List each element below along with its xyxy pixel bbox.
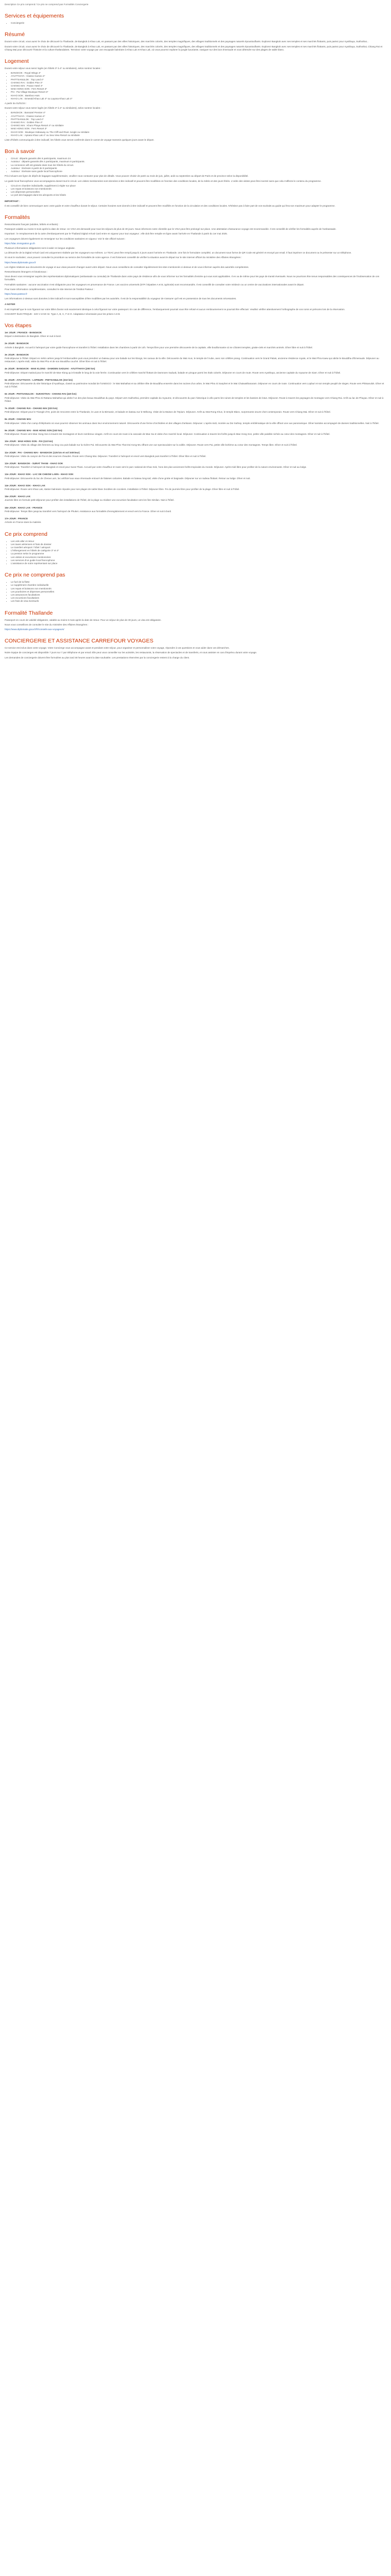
conciergerie-text: Ce service est inclus dans votre voyage. Votre Concierge vous accompagne avant et pendant votre séjour, pour organiser et personnaliser votre voyage, répondre à vos questions et vous aider dans vos démarches.	[5, 647, 230, 650]
logement-text: Durant votre séjour vous serez logés (en hôtels 3* à 4* ou similaires), selon sontrez locales :	[5, 107, 102, 110]
itinerary-day-text: Arrivée en France dans la matinée.	[5, 521, 42, 524]
pasteur-link[interactable]: https://www.pasteur.fr	[5, 292, 27, 295]
itinerary-day-text: Départ à destination de Bangkok. Dîner et nuit à bord.	[5, 335, 61, 338]
bon-list	[5, 157, 386, 173]
list-item: • Les services d'un guide local francophone	[11, 559, 386, 562]
note-heading: A NOTER	[5, 303, 15, 306]
bon-item: • La connexion wifi est gratuite dans tous les hôtels du circuit.	[11, 164, 386, 167]
bon-item: • Autotour : itinéraire à partir de 8 participants	[11, 167, 386, 170]
formalites-text: Formalités sanitaires : aucune vaccination n'est obligatoire pour les voyageurs en provenance de France. Les vaccins universels (DTP, hépatites A et B, typhoïde) sont recommandés. Il est conseillé de consulter votre médecin ou un centre de vaccinations internationales avant le départ.	[5, 283, 304, 286]
hotel-item: • KHAO LAK : Emerald Khao Lak 4* ou Layana Khao Lak 4*	[11, 97, 386, 100]
resume-paragraph: Durant votre circuit, vous aurez le choix de découvrir la Thaïlande, de Bangkok à Khao Lak, en passant par des villes historiques, des marchés colorés, des temples magnifiques, des villages traditionnels et des paysages naturels époustouflants. Explorez Bangkok avec ses temples et ses marchés flottants, puis partez pour Ayutthaya, Sukhothai, Chiang Rai et Chiang Mai pour découvrir l'histoire et la culture thaïlandaises. Terminez votre voyage par une escapade balnéaire à Khao Lak et Khao Lak, où vous pourrez explorer la jungle luxuriante, naviguer sur des lacs émeraude et vous détendre sur des plages de sable blanc.	[5, 45, 383, 51]
hotel-item: • CHIANG MAI : Khum Phaya Resort 4* ou similaire	[11, 124, 386, 127]
itinerary-day	[5, 451, 386, 458]
itinerary-day	[5, 473, 386, 480]
hotel-item: • KHAO LAK : Apsara Khao Lak 4* ou Sea View Resort ou similaire	[11, 134, 386, 137]
formalites-text: Important : le remplacement de la carte d'embarquement par le Thailand Digital Arrival Card entre en vigueur pour tout voyageur ; elle doit être remplie en ligne avant l'arrivée en Thaïlande à partir du 1er mai 2025.	[5, 232, 228, 235]
formalite-text: Passeport en cours de validité obligatoire, valable au moins 6 mois après la date de retour. Pour un séjour de plus de 30 jours, un visa est obligatoire.	[5, 618, 161, 621]
hotel-item: • CHIANG RAI : Golden Pine 4*	[11, 81, 386, 84]
bon-item: • Circuit en chambre individuelle, supplément à régler sur place	[11, 184, 386, 188]
conciergerie-text: Les demandes de conciergerie doivent être formulées au plus tard 48 heures avant la date souhaitée. Les prestations réservées par la conciergerie restent à la charge du client.	[5, 656, 190, 659]
itinerary-day-text: Petit-déjeuner. Découverte du site historique d'Ayutthaya, classé au patrimoine mondial de l'UNESCO : le Wat Mahathat et sa célèbre tête de Bouddha enserrée dans les racines d'un arbre, le Wat Phra Si Sanphet et le Wat Chaiwatthanaram. Déjeuner en cours de route. Continuation vers Lopburi et son temple peuplé de singes. Route vers Phitsanulok. Dîner et nuit à l'hôtel.	[5, 382, 384, 388]
formalites-text: Ressortissants français (adultes, bébés et enfants) :	[5, 223, 59, 226]
itinerary-day-title: 14e JOUR : KHAO SOK - KHAO LAK	[5, 484, 45, 487]
itinerary-day-text: Petit-déjeuner. Visite du Wat Phra Si Rattana Mahathat qui abrite l'un des plus beaux Bouddhas du pays. Départ vers Sukhothai, première capitale du royaume, et découverte du parc historique à vélo parmi les ruines de temples et les bassins de lotus. Déjeuner. Route à travers les paysages de montagne vers Chiang Rai. Arrêt au lac de Phayao. Dîner et nuit à l'hôtel.	[5, 396, 384, 402]
formalites-text: La démarche de la Digital Arrival Card est uniquement réalisée par les voyageurs eux-mêmes. Le TDAC peut être rempli jusqu'à 3 jours avant l'arrivée en Thaïlande. Une fois le formulaire complété, un document sous forme de QR Code est généré et envoyé par email. Il faut imprimer ce document ou le présenter sur un téléphone.	[5, 251, 352, 255]
formalite-thailande-title: Formalité Thaïlande	[5, 609, 53, 616]
logement-date: A partir du 01/01/24 :	[5, 102, 27, 105]
itinerary-day	[5, 393, 386, 403]
list-item: • Les pourboires et dépenses personnelles	[11, 590, 386, 594]
itinerary-day-text: Arrivée à Bangkok. Accueil à l'aéroport par votre guide francophone et transfert à l'hôtel. Installation dans les chambres à partir de 14h. Temps libre pour une première découverte de la capitale, ville bouillonnante où se côtoient temples, gratte-ciels et marchés animés. Dîner libre et nuit à l'hôtel.	[5, 346, 313, 349]
itinerary-day-title: 6e JOUR : PHITSANULOK - SUKHOTHAI - CHIANG RAI (420 km)	[5, 393, 77, 396]
itinerary-day-text: Petit-déjeuner. Transfert à l'aéroport de Bangkok et envol pour Surat Thani. Accueil par votre chauffeur et route vers le parc national de Khao Sok, l'une des plus anciennes forêts tropicales du monde. Déjeuner. Après-midi libre pour profiter de la nature environnante. Dîner et nuit au lodge.	[5, 466, 307, 469]
tdac-link[interactable]: https://tdac.immigration.go.th	[5, 242, 35, 245]
comprend-title: Ce prix comprend	[5, 531, 47, 537]
hotel-item: • CHIANG RAI : Golden Pine 4*	[11, 121, 386, 124]
formalite-text: Nous vous conseillons de consulter le site du ministère des Affaires étrangères :	[5, 623, 89, 626]
list-item: • Les assurances facultatives	[11, 594, 386, 597]
list-item: • Les visites et excursions mentionnées	[11, 556, 386, 559]
note-text: Il est impératif que le nom figurant sur votre billet d'avion soit exactement identique à celui figurant sur votre passeport. En cas de différence, l'embarquement pourrait vous être refusé et aucun remboursement ne pourrait être effectué. Veuillez vérifier attentivement l'orthographe de vos noms et prénoms lors de la réservation.	[5, 308, 345, 311]
itinerary-day-title: 2e JOUR : BANGKOK	[5, 342, 29, 345]
logement-text: Durant votre séjour vous serez logés (en hôtels 3* à 4* ou similaires), selon sontrez locales :	[5, 67, 102, 70]
bon-item: • Circuit : départs garantis dès 6 participants, maximum 24.	[11, 157, 386, 160]
conciergerie-title: CONCIERGERIE ET ASSISTANCE CARREFOUR VOYAGES	[5, 638, 154, 645]
etapes-title: Vos étapes	[5, 322, 31, 329]
ne-comprend-title: Ce prix ne comprend pas	[5, 572, 66, 579]
list-item: • La pension selon le programme	[11, 552, 386, 555]
comprend-list	[5, 540, 386, 566]
hotel-item: • AYUTTHAYA : Classic Kameo 4*	[11, 75, 386, 78]
itinerary-list	[5, 331, 386, 524]
itinerary-day-text: Petit-déjeuner. Visite d'un camp d'éléphants où vous pourrez observer les animaux dans leur environnement naturel. Découverte d'une ferme d'orchidées et des villages d'artisans. Déjeuner. L'après-midi, montée au Doi Suthep, temple emblématique de la ville offrant une vue panoramique. Dîner kantoke accompagné de danses traditionnelles. Nuit à l'hôtel.	[5, 421, 379, 425]
list-item: • Les frais de visa éventuels	[11, 600, 386, 603]
list-item: • Le fuel de la flotte	[11, 581, 386, 584]
itinerary-day-title: 12e JOUR : BANGKOK - SURAT THANI - KHAO SOK	[5, 462, 63, 465]
itinerary-day-title: 4e JOUR : BANGKOK - MAE KLONG - DAMOEN SADUAK - AYUTTHAYA (200 km)	[5, 367, 95, 370]
important-text: Il est conseillé de bien communiquer avec votre guide et votre chauffeur durant le séjour. Certains horaires sont donnés à titre indicatif et peuvent être modifiés en fonction de la circulation et des conditions locales. N'hésitez pas à faire part de vos souhaits au guide qui fera son maximum pour adapter le programme.	[5, 204, 335, 207]
itinerary-day-text: Petit-déjeuner. Découverte du lac de Cheow Larn, lac artificiel aux eaux émeraude entouré de falaises calcaires. Balade en bateau long-tail, visite d'une grotte et baignade. Déjeuner sur un radeau flottant. Retour au lodge. Dîner et nuit.	[5, 477, 251, 480]
bon-item: • Les repas et boissons non mentionnés	[11, 188, 386, 191]
conciergerie-text: Notre équipe de concierges est disponible 7 jours sur 7 par téléphone et par email. Elle peut vous conseiller sur les activités, les restaurants, la réservation de spectacles et de transferts, et vous assister en cas d'imprévu durant votre voyage.	[5, 651, 257, 654]
hotel-item: • KHAO SOK : Boutique Hideaway ou The Cliff and River Jungle ou similaire	[11, 131, 386, 134]
itinerary-day	[5, 407, 386, 414]
itinerary-day-title: 15e JOUR : KHAO LAK	[5, 495, 31, 498]
formalites-title: Formalités	[5, 214, 30, 221]
hotel-item: • PHITTSANULOK : Top Land 4*	[11, 118, 386, 121]
itinerary-day-text: Petit-déjeuner. Route vers Khao Lak, station balnéaire réputée pour ses plages de sable blanc bordées de cocotiers. Installation à l'hôtel. Déjeuner libre. Fin de journée libre pour profiter de la plage. Dîner libre et nuit à l'hôtel.	[5, 488, 240, 491]
itinerary-day	[5, 379, 386, 389]
itinerary-day-title: 11e JOUR : PAI - CHIANG MAI - BANGKOK (135 km et vol intérieur)	[5, 451, 80, 454]
itinerary-day	[5, 353, 386, 364]
itinerary-day	[5, 506, 386, 513]
list-item: • L'assistance de notre représentant sur place	[11, 562, 386, 565]
itinerary-day-title: 13e JOUR : KHAO SOK - LAC DE CHEOW LARN - KHAO SOK	[5, 473, 74, 476]
formalites-text: Passeport valable au moins 6 mois après la date de retour. Un VISA est demandé pour tous les séjours de plus de 30 jours. Nous informons notre clientèle que le VISA peut être prolongé sur place. Une attestation d'assurance voyage est recommandée. Il est conseillé de vérifier les formalités auprès de l'ambassade.	[5, 228, 336, 231]
bon-a-savoir-title: Bon à savoir	[5, 148, 35, 155]
hotel-item: • PHITTSANULOK : Top Land 4*	[11, 78, 386, 81]
itinerary-day-text: Journée libre en formule petit-déjeuner pour profiter des installations de l'hôtel, de la plage ou réaliser une excursion facultative vers les îles Similan. Nuit à l'hôtel.	[5, 499, 174, 502]
hotel-item: • MAE HONG SON : Fern Resort 3*	[11, 127, 386, 130]
resume-title: Résumé	[5, 31, 25, 38]
bon-list	[5, 184, 386, 197]
important-heading: IMPORTANT :	[5, 199, 20, 202]
list-item: • Le transfert aéroport / hôtel / aéroport	[11, 546, 386, 549]
itinerary-day-title: 8e JOUR : CHIANG MAI	[5, 418, 31, 421]
itinerary-day-title: 10e JOUR : MAE HONG SON - PAI (110 km)	[5, 440, 53, 443]
services-title: Services et équipements	[5, 13, 64, 20]
itinerary-day-text: Petit-déjeuner. Visite du canyon de Pai et des sources chaudes. Route vers Chiang Mai. Déjeuner. Transfert à l'aéroport et envol vers Bangkok puis transfert à l'hôtel. Dîner libre et nuit à l'hôtel.	[5, 454, 206, 457]
itinerary-day-title: 3e JOUR : BANGKOK	[5, 353, 29, 356]
itinerary-day-title: 7e JOUR : CHIANG RAI - CHIANG MAI (220 km)	[5, 407, 58, 410]
hotel-item: • PAI : Pai Village Boutique Resort 3*	[11, 91, 386, 94]
list-item: • L'hébergement en hôtels de catégorie 3* et 4*	[11, 549, 386, 552]
diplomatie-link[interactable]: https://www.diplomatie.gouv.fr	[5, 261, 36, 264]
hotel-item: • CHIANG MAI : Pavan Hotel 4*	[11, 84, 386, 88]
formalites-text: Les informations ci-dessus sont données à titre indicatif et sont susceptibles d'être modifiées par les autorités. Il est de la responsabilité du voyageur de s'assurer qu'il est en possession de tous les documents nécessaires.	[5, 297, 237, 300]
list-item: • Les taxes aériennes et frais de dossier	[11, 543, 386, 546]
itinerary-day	[5, 484, 386, 491]
formalites-text: Vous devez vous renseigner auprès des représentations diplomatiques (ambassade ou consulat) de Thaïlande dans votre pays de résidence afin de vous informer sur les formalités d'entrée qui vous sont applicables. Il en va de même pour les pays de transit éventuels. Nous ne pourrions être tenus responsables des conséquences de l'inobservation de ces formalités.	[5, 275, 380, 281]
itinerary-day-text: Petit-déjeuner à l'hôtel. Départ en métro aérien jusqu'à l'embarcadère puis vous prendrez un bateau pour une balade sur les klongs, les canaux de la ville. Découverte du Wat Arun, le temple de l'Aube, avec son célèbre prang. Continuation vers le Grand Palais, ancienne résidence royale, et le Wat Phra Kaew qui abrite le Bouddha d'Émeraude. Déjeuner au restaurant. L'après-midi, visite du Wat Pho et de son Bouddha couché. Dîner libre et nuit à l'hôtel.	[5, 357, 379, 363]
conseils-link[interactable]: https://www.diplomatie.gouv.fr/fr/conseils-aux-voyageurs/	[5, 628, 64, 631]
itinerary-day-text: Petit-déjeuner. Route vers Mae Hong Son à travers les montagnes et leurs nombreux virages. Arrêt en cours de route à la cascade de Mae Sa et visite d'un marché local. Déjeuner. Continuation à travers les forêts jusqu'à Mae Hong Son, petite ville paisible nichée au cœur des montagnes. Dîner et nuit à l'hôtel.	[5, 433, 330, 436]
itinerary-day-text: Petit-déjeuner. Temps libre jusqu'au transfert vers l'aéroport de Phuket. Assistance aux formalités d'enregistrement et envol vers la France. Dîner et nuit à bord.	[5, 510, 172, 513]
itinerary-day	[5, 440, 386, 447]
breadcrumb-tabs: Description Ce prix comprend / Ce prix ne comprend pas Formalités Conciergerie	[5, 3, 89, 6]
formalites-text: Plusieurs informations obligatoires sont à saisir en langue anglaise.	[5, 246, 75, 249]
product-page	[0, 0, 391, 666]
itinerary-day-text: Petit-déjeuner. Départ matinal pour le marché de Mae Klong qui s'installe le long de la voie ferrée. Continuation vers le célèbre marché flottant de Damnoen Saduak, balade en pirogue parmi les étals colorés. Déjeuner en cours de route. Route vers Ayutthaya, ancienne capitale du royaume de Siam. Dîner et nuit à l'hôtel.	[5, 371, 341, 374]
bon-text: Prix incluant une ligne de dépôt de bagages supplémentaire, veuillez nous contacter pour plus de détails. Vous pouvez choisir de partir au mois de juin, juillet, août ou septembre au départ de Paris et de province selon la disponibilité.	[5, 175, 249, 178]
itinerary-day	[5, 367, 386, 374]
logement-note: Liste d'hôtels communiquée à titre indicatif, les hôtels vous seront confirmés dans le carnet de voyage transmis quelques jours avant le départ.	[5, 139, 154, 142]
formalites-text: Ressortissants étrangers et binationaux :	[5, 270, 48, 273]
bon-item: • Autotour : itinéraire sans guide local francophone	[11, 170, 386, 173]
itinerary-day-title: 1er JOUR : FRANCE - BANGKOK	[5, 331, 42, 334]
itinerary-day-title: 5e JOUR : AYUTTHAYA - LOPBURI - PHITSANULOK (310 km)	[5, 378, 73, 381]
hotel-item: • BANGKOK : Royal Wings 4*	[11, 72, 386, 75]
resume-paragraph: Durant votre circuit, vous aurez le choix de découvrir la Thaïlande, de Bangkok à Khao Lak, en passant par des villes historiques, des marchés colorés, des temples magnifiques, des villages traditionnels et des paysages naturels époustouflants. Explorez Bangkok avec ses temples et ses marchés flottants, puis partez pour Ayutthaya, Sukhothai...	[5, 40, 369, 43]
bon-item: • Le port des bagages dans les aéroports et les hôtels	[11, 194, 386, 197]
list-item: • Les excursions facultatives	[11, 597, 386, 600]
service-item: • Conciergerie	[11, 22, 386, 25]
itinerary-day	[5, 418, 386, 425]
list-item: • Le supplément chambre individuelle	[11, 584, 386, 587]
itinerary-day	[5, 495, 386, 502]
formalites-text: Les voyageurs doivent également se renseigner sur les conditions sanitaires en vigueur. Voir le site officiel suivant :	[5, 237, 126, 240]
bon-item: • Les dépenses personnelles	[11, 191, 386, 194]
itinerary-day	[5, 462, 386, 469]
ne-comprend-list	[5, 581, 386, 603]
itinerary-day	[5, 342, 386, 349]
bon-item: • Autotour : départs garantis dès 4 participants, maximum 8 participants.	[11, 160, 386, 163]
bon-text: Le guide local francophone vous accompagnera durant tout le circuit. Les visites mentionnées sont données à titre indicatif et peuvent être modifiées en fonction des conditions locales, de la météo et des jours fériés. L'ordre des visites peut être inversé sans que cela n'affecte le contenu du programme.	[5, 179, 322, 182]
itinerary-day	[5, 331, 386, 338]
itinerary-day-title: 9e JOUR : CHIANG MAI - MAE HONG SON (240 km)	[5, 429, 62, 432]
hotel-list	[5, 72, 386, 100]
itinerary-day-title: 17e JOUR : FRANCE	[5, 517, 28, 520]
itinerary-day	[5, 429, 386, 436]
list-item: • Les repas et boissons non mentionnés	[11, 587, 386, 590]
services-list	[5, 22, 386, 25]
hotel-list	[5, 111, 386, 137]
hotel-item: • MAE HONG SON : Fern Resort 3*	[11, 88, 386, 91]
hotel-item: • BANGKOK : Bossotel Premier 4*	[11, 111, 386, 114]
list-item: • Les vols aller et retour	[11, 540, 386, 543]
itinerary-day	[5, 517, 386, 524]
itinerary-day-title: 16e JOUR : KHAO LAK - FRANCE	[5, 506, 43, 509]
itinerary-day-text: Petit-déjeuner. Départ pour le Triangle d'Or, point de rencontre entre la Thaïlande, le Laos et la Birmanie, et balade en bateau sur le Mékong. Visite de la Maison de l'Opium. Déjeuner. Arrêt au Wat Rong Khun, le temple Blanc, surprenante œuvre d'art contemporain. Route vers Chiang Mai. Dîner et nuit à l'hôtel.	[5, 411, 331, 414]
hotel-item: • AYUTTHAYA : Classic Kameo 4*	[11, 115, 386, 118]
formalites-text: Pour toute information complémentaire, consultez le site internet de l'Institut Pasteur :	[5, 287, 94, 291]
logement-title: Logement	[5, 58, 29, 65]
hotel-item: • KHAO SOK : Bamboo Huts	[11, 94, 386, 97]
itinerary-day-text: Petit-déjeuner. Visite du village des femmes au long cou puis balade sur la rivière Pai. Découverte du Wat Phra That Doi Kong Mu offrant une vue spectaculaire sur la vallée. Déjeuner. Route vers Pai, petite ville bohème au cœur des montagnes. Temps libre. Dîner et nuit à l'hôtel.	[5, 444, 298, 447]
formalites-text: Les règles relatives aux documents de voyage et aux visas peuvent changer avant votre départ. Nous vous conseillons de consulter régulièrement les sites mentionnés ci-dessus et de vous informer auprès des autorités compétentes.	[5, 265, 249, 268]
electricity-text: COUVERT ÉLECTRIQUE : 220 V et 50 Hz. Type A, B, C, F et O. Adaptateur nécessaire pour les prises A et B.	[5, 312, 121, 315]
formalites-text: Si vous le souhaitez, vous pouvez consulter la procédure au service des formalités de notre agence. Il est fortement conseillé de vérifier la situation avant le départ sur le site internet officiel du ministère des Affaires étrangères :	[5, 256, 242, 259]
